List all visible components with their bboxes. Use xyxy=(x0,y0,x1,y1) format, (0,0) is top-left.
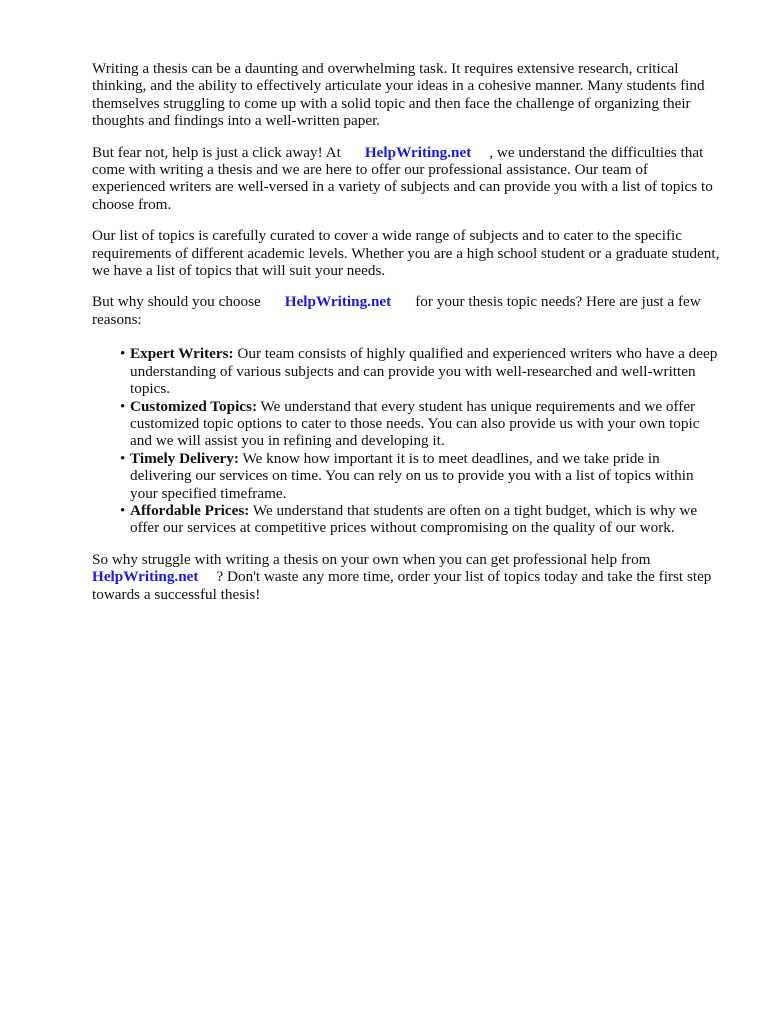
why-paragraph xyxy=(92,293,722,328)
why-text-after: for your thesis topic needs? Here are just a few reasons: xyxy=(92,293,701,328)
help-text-after: , we understand the difficulties that come with writing a thesis and we are here to offer our professional assistance. Our team of experienced writers are well-versed in a variety of subjects and can provide you with a list of topics to choose from. xyxy=(92,143,713,213)
reason-term: Timely Delivery: xyxy=(130,449,239,467)
reasons-list xyxy=(92,345,722,536)
bullet-icon: • xyxy=(120,449,126,467)
topics-paragraph xyxy=(92,227,722,279)
reason-text: We understand that students are often on a tight budget, which is why we offer our services at competitive prices without compromising on the quality of our work. xyxy=(130,501,698,537)
closing-paragraph xyxy=(92,551,722,603)
list-item xyxy=(120,450,722,502)
intro-paragraph xyxy=(92,60,722,130)
help-paragraph xyxy=(92,144,722,214)
helpwriting-link-1[interactable]: HelpWriting.net xyxy=(364,143,472,161)
bullet-icon: • xyxy=(120,345,126,363)
bullet-icon: • xyxy=(120,501,126,519)
reason-term: Affordable Prices: xyxy=(130,501,250,519)
document-page xyxy=(92,60,722,617)
closing-text-before: So why struggle with writing a thesis on your own when you can get professional help from xyxy=(92,550,651,568)
list-item xyxy=(120,502,722,537)
helpwriting-link-2[interactable]: HelpWriting.net xyxy=(284,293,392,311)
reason-term: Customized Topics: xyxy=(130,397,258,415)
helpwriting-link-3[interactable]: HelpWriting.net xyxy=(92,568,199,586)
list-item xyxy=(120,398,722,450)
reason-term: Expert Writers: xyxy=(130,345,234,363)
list-item xyxy=(120,345,722,397)
reason-text: We understand that every student has unique requirements and we offer customized topic options to cater to those needs. You can also provide us with your own topic and we will assist you in refining and developing it. xyxy=(130,397,700,450)
topics-text: Our list of topics is carefully curated to cover a wide range of subjects and to cater to the specific requirements of different academic levels. Whether you are a high school student or a graduate student, we have a list of topics that will suit your needs. xyxy=(92,227,720,280)
bullet-icon: • xyxy=(120,397,126,415)
reason-text: We know how important it is to meet deadlines, and we take pride in delivering our services on time. You can rely on us to provide you with a list of topics within your specified timeframe. xyxy=(130,449,694,502)
intro-text: Writing a thesis can be a daunting and overwhelming task. It requires extensive research, critical thinking, and the ability to effectively articulate your ideas in a cohesive manner. Many students find themselves struggling to come up with a solid topic and then face the challenge of organizing their thoughts and findings into a well-written paper. xyxy=(92,60,705,130)
why-text-before: But why should you choose xyxy=(92,293,261,311)
closing-text-after: ? Don't waste any more time, order your list of topics today and take the first step towards a successful thesis! xyxy=(92,568,712,603)
help-text-before: But fear not, help is just a click away! At xyxy=(92,143,341,161)
reason-text: Our team consists of highly qualified and experienced writers who have a deep understanding of various subjects and can provide you with well-researched and well-written topics. xyxy=(130,345,718,398)
